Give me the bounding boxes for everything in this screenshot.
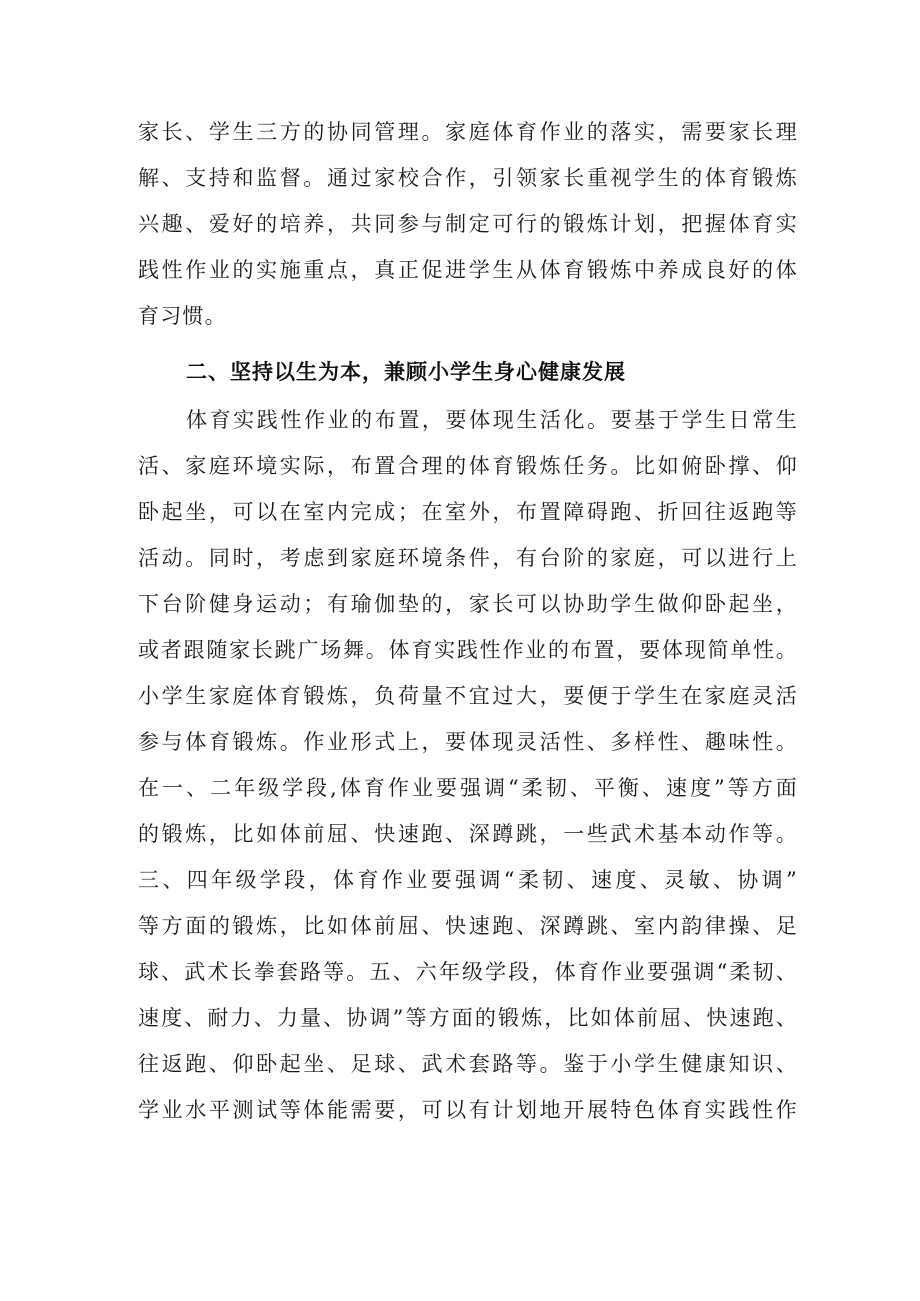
paragraph-2-line-15: 往返跑、仰卧起坐、足球、武术套路等。鉴于小学生健康知识、 <box>138 1052 798 1076</box>
paragraph-2-line-5: 下台阶健身运动；有瑜伽垫的，家长可以协助学生做仰卧起坐， <box>138 592 798 616</box>
section-heading: 二、坚持以生为本，兼顾小学生身心健康发展 <box>186 360 626 384</box>
paragraph-2-line-3: 卧起坐，可以在室内完成；在室外，布置障碍跑、折回往返跑等 <box>138 500 798 524</box>
paragraph-2-line-6: 或者跟随家长跳广场舞。体育实践性作业的布置，要体现简单性。 <box>138 638 798 662</box>
paragraph-1-line-5: 育习惯。 <box>138 304 227 328</box>
paragraph-2-line-11: 三、四年级学段，体育作业要强调“柔韧、速度、灵敏、协调” <box>138 868 798 892</box>
paragraph-2-line-14: 速度、耐力、力量、协调”等方面的锻炼，比如体前屈、快速跑、 <box>138 1006 798 1030</box>
paragraph-2-line-4: 活动。同时，考虑到家庭环境条件，有台阶的家庭，可以进行上 <box>138 546 798 570</box>
paragraph-2-line-8: 参与体育锻炼。作业形式上，要体现灵活性、多样性、趣味性。 <box>138 730 798 754</box>
paragraph-2-line-13: 球、武术长拳套路等。五、六年级学段，体育作业要强调“柔韧、 <box>138 960 798 984</box>
paragraph-2-line-10: 的锻炼，比如体前屈、快速跑、深蹲跳，一些武术基本动作等。 <box>138 822 798 846</box>
paragraph-2-line-2: 活、家庭环境实际，布置合理的体育锻炼任务。比如俯卧撑、仰 <box>138 454 798 478</box>
paragraph-2-line-9: 在一、二年级学段,体育作业要强调“柔韧、平衡、速度”等方面 <box>138 776 798 800</box>
paragraph-2-line-7: 小学生家庭体育锻炼，负荷量不宜过大，要便于学生在家庭灵活 <box>138 684 798 708</box>
paragraph-1-line-2: 解、支持和监督。通过家校合作，引领家长重视学生的体育锻炼 <box>138 166 798 190</box>
paragraph-2-line-16: 学业水平测试等体能需要，可以有计划地开展特色体育实践性作 <box>138 1098 798 1122</box>
paragraph-2-line-12: 等方面的锻炼，比如体前屈、快速跑、深蹲跳、室内韵律操、足 <box>138 914 798 938</box>
paragraph-1-line-1: 家长、学生三方的协同管理。家庭体育作业的落实，需要家长理 <box>138 120 798 144</box>
paragraph-2-line-1: 体育实践性作业的布置，要体现生活化。要基于学生日常生 <box>186 408 798 432</box>
paragraph-1-line-4: 践性作业的实施重点，真正促进学生从体育锻炼中养成良好的体 <box>138 258 798 282</box>
paragraph-1-line-3: 兴趣、爱好的培养，共同参与制定可行的锻炼计划，把握体育实 <box>138 212 798 236</box>
